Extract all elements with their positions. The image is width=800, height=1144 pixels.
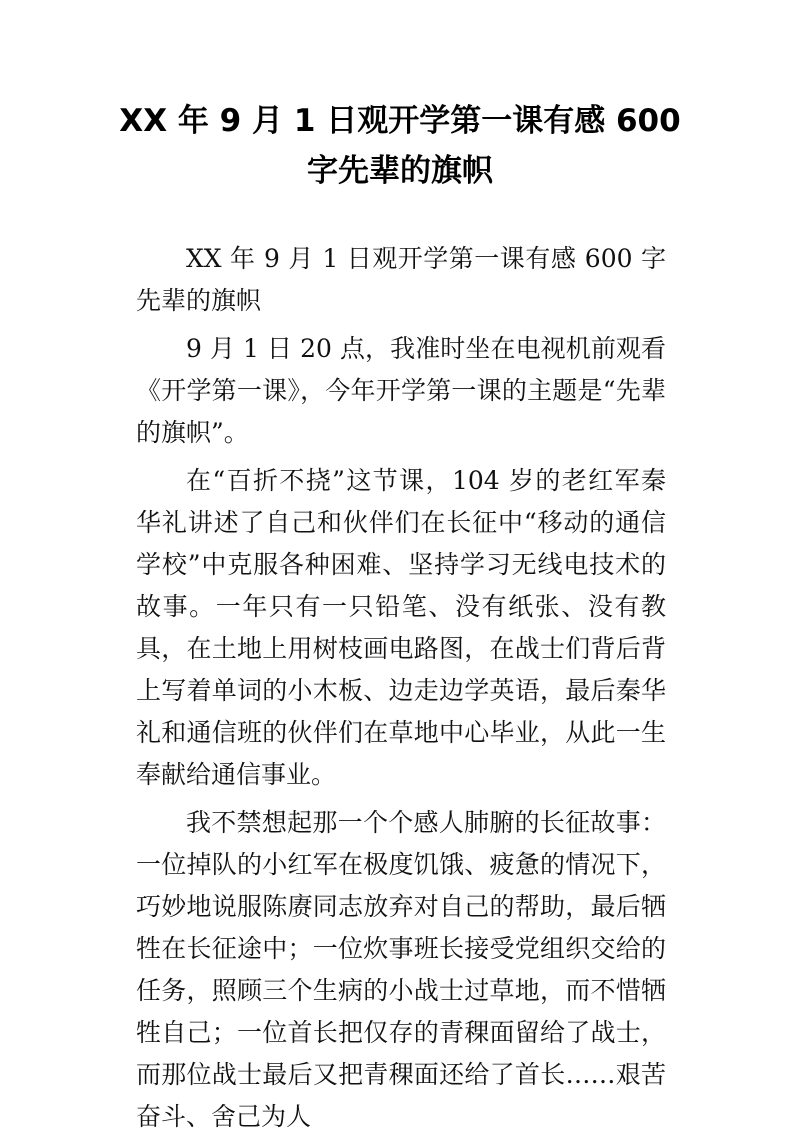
document-title <box>100 96 700 196</box>
paragraph-intro: 9 月 1 日 20 点，我准时坐在电视机前观看《开学第一课》，今年开学第一课的主题是“先辈的旗帜”。 <box>136 334 666 447</box>
title-line-1: XX 年 9 月 1 日观开学第一课有感 600 <box>119 103 681 139</box>
paragraph-reflection: 我不禁想起那一个个感人肺腑的长征故事：一位掉队的小红军在极度饥饿、疲惫的情况下，巧妙地说服陈赓同志放弃对自己的帮助，最后牺牲在长征途中；一位炊事班长接受党组织交给的任务，照顾三个生病的小战士过草地，而不惜牺牲自己；一位首长把仅存的青稞面留给了战士，而那位战士最后又把青稞面还给了首长……艰苦奋斗、舍己为人 <box>136 808 666 1131</box>
title-line-2: 字先辈的旗帜 <box>307 153 493 189</box>
document-body <box>136 238 666 1144</box>
paragraph-story: 在“百折不挠”这节课，104 岁的老红军秦华礼讲述了自己和伙伴们在长征中“移动的通信学校”中克服各种困难、坚持学习无线电技术的故事。一年只有一只铅笔、没有纸张、没有教具，在土地上用树枝画电路图，在战士们背后背上写着单词的小木板、边走边学英语，最后秦华礼和通信班的伙伴们在草地中心毕业，从此一生奉献给通信事业。 <box>136 466 666 789</box>
paragraph-subtitle: XX 年 9 月 1 日观开学第一课有感 600 字先辈的旗帜 <box>136 244 666 315</box>
